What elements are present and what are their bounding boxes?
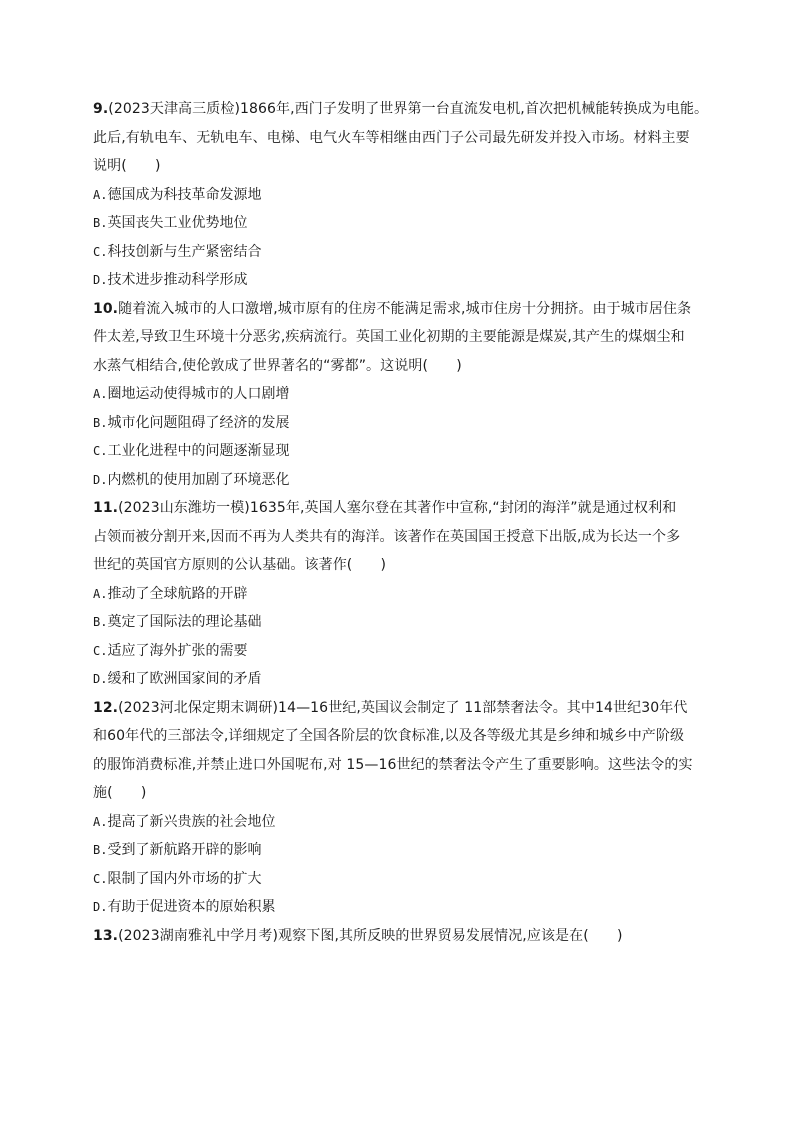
question-text: 占领而被分割开来,因而不再为人类共有的海洋。该著作在英国国王授意下出版,成为长达一个多 (93, 528, 681, 545)
option-letter: A. (93, 814, 108, 829)
question-number: 10. (93, 300, 119, 317)
answer-option-d (93, 665, 705, 694)
question-stem-line (93, 152, 705, 181)
answer-option-b (93, 209, 705, 238)
option-text: 技术进步推动科学形成 (107, 272, 248, 288)
question-stem-line (93, 352, 705, 381)
question-stem-line (93, 694, 705, 723)
option-letter: D. (93, 900, 108, 914)
question-stem-line (93, 124, 705, 153)
question-text: 的服饰消费标准,并禁止进口外国呢布,对 15—16世纪的禁奢法令产生了重要影响。这些法令的实 (93, 756, 693, 773)
question-12 (93, 694, 705, 922)
answer-option-b (93, 409, 705, 438)
option-letter: A. (93, 387, 108, 401)
option-letter: A. (93, 586, 108, 601)
option-text: 受到了新航路开辟的影响 (107, 842, 262, 858)
option-text: 提高了新兴贵族的社会地位 (107, 813, 276, 830)
answer-option-c (93, 637, 705, 666)
question-text: (2023山东潍坊一模)1635年,英国人塞尔登在其著作中宣称,“封闭的海洋”就是通过权利和 (118, 500, 677, 516)
option-text: 城市化问题阻碍了经济的发展 (107, 414, 290, 431)
question-text: 说明( ) (93, 158, 161, 174)
option-text: 适应了海外扩张的需要 (107, 642, 248, 659)
option-text: 限制了国内外市场的扩大 (107, 870, 262, 887)
question-text: 和60年代的三部法令,详细规定了全国各阶层的饮食标准,以及各等级尤其是乡绅和城乡中产阶级 (93, 728, 685, 744)
question-stem-line (93, 295, 705, 324)
question-text: (2023湖南雅礼中学月考)观察下图,其所反映的世界贸易发展情况,应该是在( ) (118, 927, 623, 944)
question-stem-line (93, 551, 705, 580)
option-text: 有助于促进资本的原始积累 (107, 899, 276, 915)
option-text: 圈地运动使得城市的人口剧增 (107, 386, 290, 402)
question-stem-line (93, 494, 705, 523)
option-letter: C. (93, 444, 108, 458)
option-text: 奠定了国际法的理论基础 (107, 614, 262, 630)
option-text: 德国成为科技革命发源地 (107, 186, 262, 203)
answer-option-b (93, 836, 705, 865)
option-letter: C. (93, 643, 108, 658)
option-letter: D. (93, 273, 108, 287)
question-text: 随着流入城市的人口激增,城市原有的住房不能满足需求,城市住房十分拥挤。由于城市居住条 (118, 300, 692, 317)
answer-option-b (93, 608, 705, 637)
option-letter: B. (93, 216, 108, 230)
question-13 (93, 922, 705, 951)
question-10 (93, 295, 705, 495)
option-letter: D. (93, 672, 108, 686)
option-letter: B. (93, 843, 108, 857)
question-stem-line (93, 95, 709, 124)
question-number: 9. (93, 101, 109, 117)
option-letter: B. (93, 415, 108, 430)
question-number: 12. (93, 699, 119, 716)
question-11 (93, 494, 705, 694)
answer-option-c (93, 865, 705, 894)
option-letter: B. (93, 615, 108, 629)
question-stem-line (93, 722, 705, 751)
option-letter: A. (93, 187, 108, 202)
question-text: 件太差,导致卫生环境十分恶劣,疾病流行。英国工业化初期的主要能源是煤炭,其产生的煤烟尘和 (93, 329, 685, 345)
answer-option-d (93, 266, 705, 295)
question-stem-line (93, 523, 705, 552)
option-letter: C. (93, 244, 108, 259)
question-text: 世纪的英国官方原则的公认基础。该著作( ) (93, 557, 387, 573)
option-text: 工业化进程中的问题逐渐显现 (107, 443, 290, 459)
answer-option-a (93, 181, 705, 210)
question-number: 13. (93, 927, 119, 944)
option-text: 推动了全球航路的开辟 (107, 585, 248, 602)
answer-option-a (93, 380, 705, 409)
option-text: 内燃机的使用加剧了环境恶化 (107, 471, 290, 488)
option-text: 英国丧失工业优势地位 (107, 215, 248, 231)
answer-option-c (93, 437, 705, 466)
answer-option-c (93, 238, 705, 267)
question-number: 11. (93, 500, 119, 516)
option-text: 缓和了欧洲国家间的矛盾 (107, 671, 262, 687)
question-text: (2023天津高三质检)1866年,西门子发明了世界第一台直流发电机,首次把机械能转换成为电能。 (108, 101, 709, 117)
answer-option-d (93, 466, 705, 495)
answer-option-a (93, 580, 705, 609)
question-text: 此后,有轨电车、无轨电车、电梯、电气火车等相继由西门子公司最先研发并投入市场。材料主要 (93, 129, 690, 146)
question-9 (93, 95, 709, 295)
option-text: 科技创新与生产紧密结合 (107, 243, 262, 260)
answer-option-a (93, 808, 705, 837)
option-letter: C. (93, 871, 108, 886)
question-stem-line (93, 323, 705, 352)
question-text: (2023河北保定期末调研)14—16世纪,英国议会制定了 11部禁奢法令。其中14世纪30年代 (118, 699, 688, 716)
question-text: 水蒸气相结合,使伦敦成了世界著名的“雾都”。这说明( ) (93, 357, 462, 374)
question-text: 施( ) (93, 785, 147, 801)
question-list (93, 95, 709, 950)
question-stem-line (93, 779, 705, 808)
question-stem-line (93, 751, 705, 780)
question-stem-line (93, 922, 705, 951)
option-letter: D. (93, 472, 108, 487)
answer-option-d (93, 893, 705, 922)
